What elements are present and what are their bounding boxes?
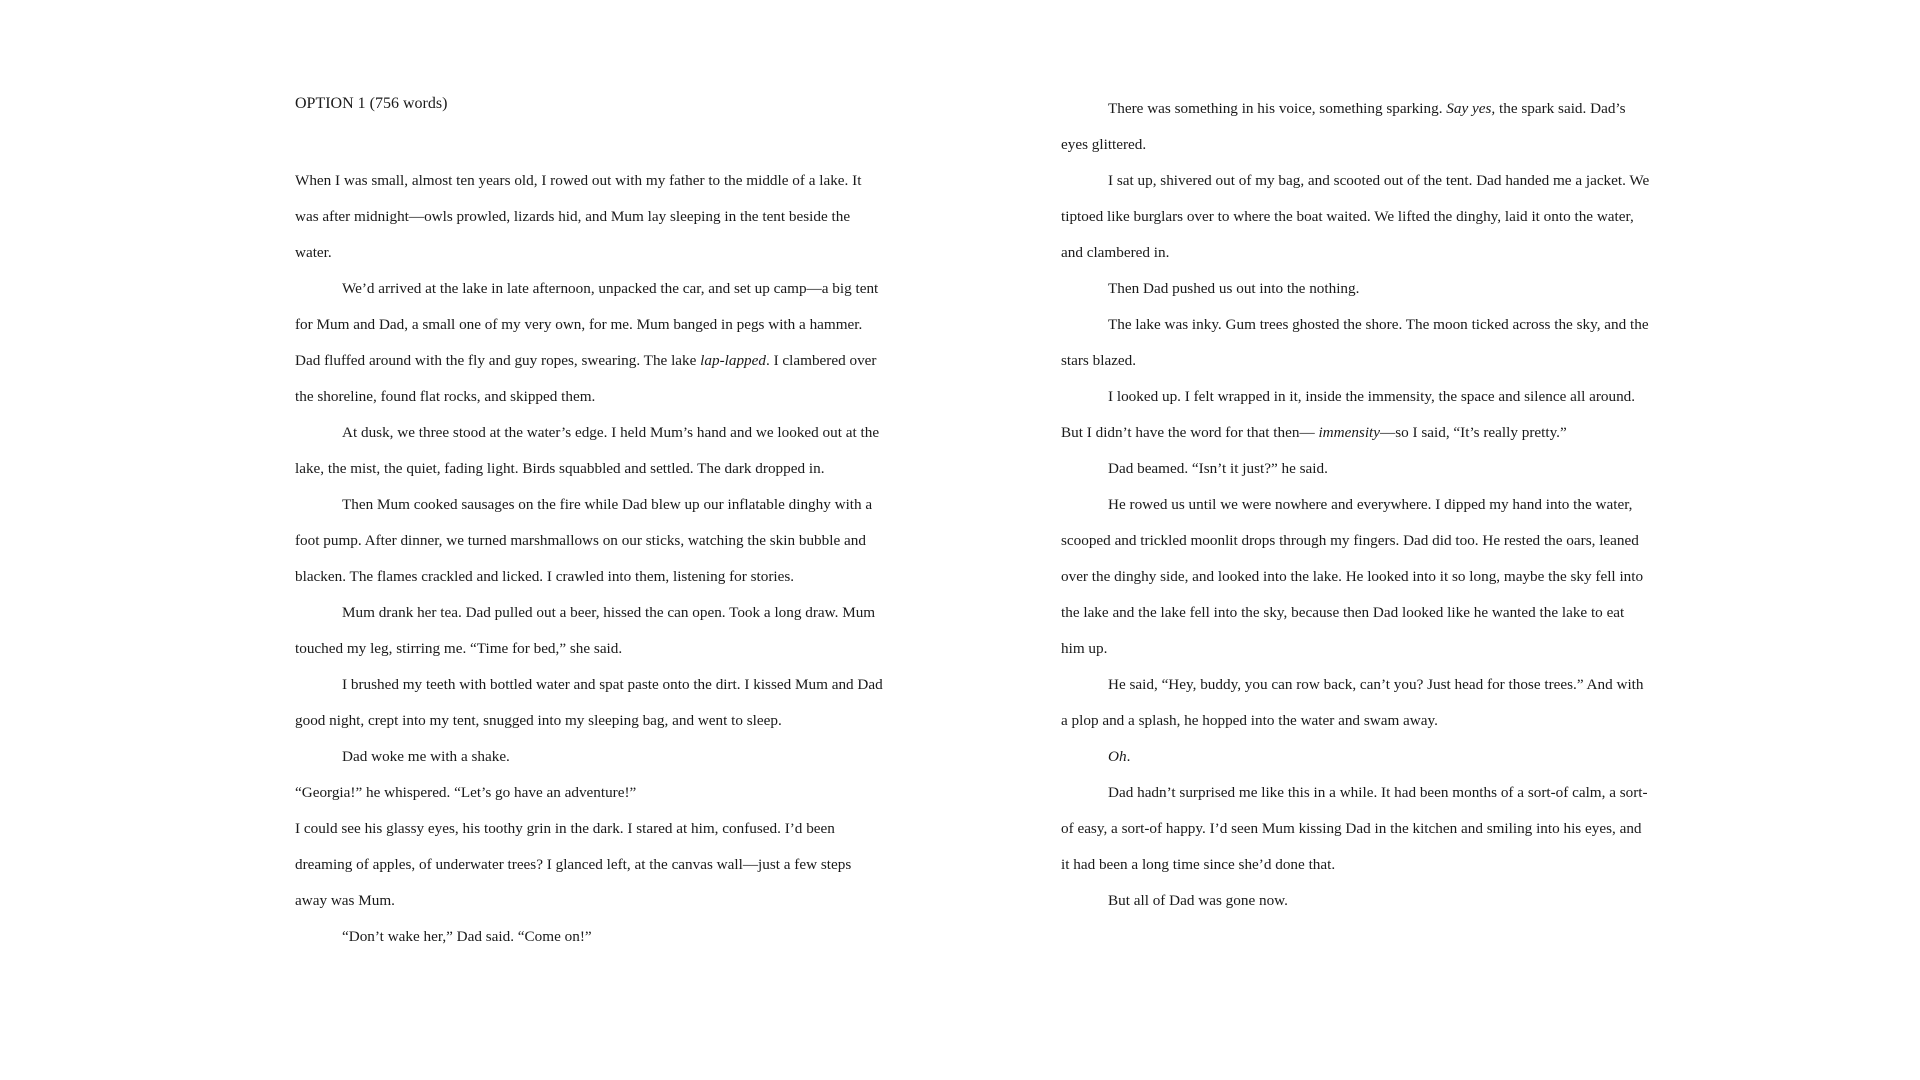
text-run: The lake was inky. Gum trees ghosted the shore. The moon ticked across the sky, and the stars blazed. — [1061, 316, 1649, 369]
text-run: I could see his glassy eyes, his toothy grin in the dark. I stared at him, confused. I’d been dreaming of apples, of underwater trees? I glanced left, at the canvas wall—just a few steps away was Mum. — [295, 820, 852, 909]
paragraph — [295, 667, 885, 739]
paragraph — [1061, 307, 1651, 379]
paragraph — [1061, 91, 1651, 163]
paragraph — [1061, 667, 1651, 739]
document-heading: OPTION 1 (756 words) — [295, 95, 448, 112]
paragraph — [295, 595, 885, 667]
text-run: He rowed us until we were nowhere and everywhere. I dipped my hand into the water, scooped and trickled moonlit drops through my fingers. Dad did too. He rested the oars, leaned over the dinghy side, and looked into the lake. He looked into it so long, maybe the sky fell into the lake and the lake fell into the sky, because then Dad looked like he wanted the lake to eat him up. — [1061, 496, 1644, 657]
text-run: “Don’t wake her,” Dad said. “Come on!” — [342, 928, 592, 945]
paragraph — [1061, 451, 1651, 487]
paragraph — [1061, 271, 1651, 307]
text-run: At dusk, we three stood at the water’s edge. I held Mum’s hand and we looked out at the lake, the mist, the quiet, fading light. Birds squabbled and settled. The dark dropped in. — [295, 424, 880, 477]
paragraph — [1061, 163, 1651, 271]
right-page-body — [1061, 91, 1651, 919]
paragraph — [295, 487, 885, 595]
left-page-body — [295, 163, 885, 955]
italic-text: Say yes, — [1446, 100, 1496, 117]
paragraph — [1061, 739, 1651, 775]
text-run: I brushed my teeth with bottled water and spat paste onto the dirt. I kissed Mum and Dad good night, crept into my tent, snugged into my sleeping bag, and went to sleep. — [295, 676, 883, 729]
paragraph — [295, 271, 885, 415]
text-run: Then Dad pushed us out into the nothing. — [1108, 280, 1360, 297]
text-run: But all of Dad was gone now. — [1108, 892, 1288, 909]
paragraph — [295, 163, 885, 271]
text-run: Dad beamed. “Isn’t it just?” he said. — [1108, 460, 1328, 477]
text-run: —so I said, “It’s really pretty.” — [1380, 424, 1567, 441]
paragraph — [295, 775, 885, 811]
text-run: the spark said. Dad’s eyes glittered. — [1061, 100, 1626, 153]
italic-text: lap-lapped — [700, 352, 766, 369]
text-run: . — [1126, 748, 1131, 765]
text-run: There was something in his voice, something sparking. — [1108, 100, 1447, 117]
text-run: Dad woke me with a shake. — [342, 748, 510, 765]
paragraph — [295, 811, 885, 919]
text-run: I sat up, shivered out of my bag, and scooted out of the tent. Dad handed me a jacket. We tiptoed like burglars over to where the boat waited. We lifted the dinghy, laid it onto the water, and clambered in. — [1061, 172, 1650, 261]
text-run: Dad hadn’t surprised me like this in a while. It had been months of a sort-of calm, a sort-of easy, a sort-of happy. I’d seen Mum kissing Dad in the kitchen and smiling into his eyes, and it had been a long time since she’d done that. — [1061, 784, 1648, 873]
text-run: “Georgia!” he whispered. “Let’s go have an adventure!” — [295, 784, 637, 801]
paragraph — [1061, 379, 1651, 451]
paragraph — [1061, 775, 1651, 883]
paragraph — [295, 415, 885, 487]
text-run: . I clambered over the shoreline, found flat rocks, and skipped them. — [295, 352, 877, 405]
text-run: Mum drank her tea. Dad pulled out a beer, hissed the can open. Took a long draw. Mum touched my leg, stirring me. “Time for bed,” she said. — [295, 604, 876, 657]
text-run: When I was small, almost ten years old, I rowed out with my father to the middle of a lake. It was after midnight—owls prowled, lizards hid, and Mum lay sleeping in the tent beside the water. — [295, 172, 862, 261]
text-run: Then Mum cooked sausages on the fire while Dad blew up our inflatable dinghy with a foot pump. After dinner, we turned marshmallows on our sticks, watching the skin bubble and blacken. The flames crackled and licked. I crawled into them, listening for stories. — [295, 496, 873, 585]
text-run: I looked up. I felt wrapped in it, inside the immensity, the space and silence all around. But I didn’t have the word for that then— — [1061, 388, 1636, 441]
paragraph — [1061, 883, 1651, 919]
paragraph — [1061, 487, 1651, 667]
text-run: We’d arrived at the lake in late afternoon, unpacked the car, and set up camp—a big tent for Mum and Dad, a small one of my very own, for me. Mum banged in pegs with a hammer. Dad fluffed around with the fly and guy ropes, swearing. The lake — [295, 280, 879, 369]
text-run: He said, “Hey, buddy, you can row back, can’t you? Just head for those trees.” And with a plop and a splash, he hopped into the water and swam away. — [1061, 676, 1644, 729]
paragraph — [295, 919, 885, 955]
italic-text: immensity — [1318, 424, 1381, 441]
italic-text: Oh — [1108, 748, 1127, 765]
paragraph — [295, 739, 885, 775]
